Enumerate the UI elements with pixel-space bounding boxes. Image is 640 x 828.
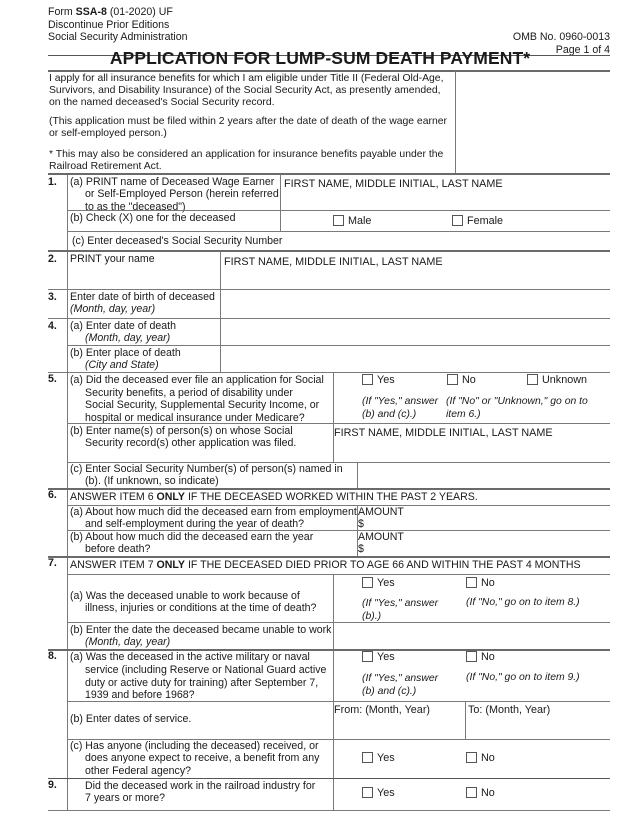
birth-date-field[interactable] — [221, 290, 610, 318]
earnings-death-year-field[interactable]: AMOUNT $ — [358, 506, 404, 531]
item5-yes-note: (If "Yes," answer (b) and (c).) — [362, 396, 439, 420]
item5ab-column-divider — [333, 373, 334, 462]
male-checkbox[interactable]: Male — [333, 215, 371, 227]
item5a-label: (a) Did the deceased ever file an application for Social Security benefits, a period of disability under Social Security, Supplemental Security Income, or hospital or medical insurance under Medicare? — [70, 374, 324, 424]
death-date-field[interactable] — [221, 319, 610, 345]
item5-yes-checkbox[interactable]: Yes — [362, 374, 395, 386]
checkbox-icon[interactable] — [527, 374, 538, 385]
item8-no-checkbox[interactable]: No — [466, 651, 495, 663]
item6-top-border — [48, 488, 610, 490]
other-record-name-field[interactable]: FIRST NAME, MIDDLE INITIAL, LAST NAME — [334, 427, 553, 439]
item8-yes-checkbox[interactable]: Yes — [362, 651, 395, 663]
intro-top-border — [48, 70, 610, 72]
item2-number: 2. — [48, 253, 57, 265]
form-bottom-border — [48, 810, 610, 811]
item5b-label: (b) Enter name(s) of person(s) on whose Social Security record(s) other application was filed. — [70, 425, 297, 450]
item1a-label: (a) PRINT name of Deceased Wage Earner or Self-Employed Person (herein referred to as the "deceased") — [70, 176, 279, 213]
items7-9-column-divider — [333, 574, 334, 811]
item5-number: 5. — [48, 373, 57, 385]
applicant-name-field[interactable]: FIRST NAME, MIDDLE INITIAL, LAST NAME — [224, 256, 443, 268]
checkbox-icon[interactable] — [466, 651, 477, 662]
item6b-label: (b) About how much did the deceased earn the year before death? — [70, 531, 314, 556]
item8c-label: (c) Has anyone (including the deceased) received, or does anyone expect to receive, a benefit from any other Federal agency? — [70, 740, 320, 777]
item5-no-checkbox[interactable]: No — [447, 374, 476, 386]
item7-header: ANSWER ITEM 7 ONLY IF THE DECEASED DIED PRIOR TO AGE 66 AND WITHIN THE PAST 4 MONTHS — [70, 559, 581, 571]
item5-no-note: (If "No" or "Unknown," go on to item 6.) — [446, 396, 588, 420]
item9-label: Did the deceased work in the railroad industry for 7 years or more? — [85, 780, 316, 805]
item1-number: 1. — [48, 176, 57, 188]
item8-no-note: (If "No," go on to item 9.) — [466, 672, 580, 683]
item7-no-note: (If "No," go on to item 8.) — [466, 597, 580, 608]
intro-paragraph-1: I apply for all insurance benefits for which I am eligible under Title II (Federal Old-Age, Survivors, and Disability Insurance) of the Social Security Act, as presently amended, on the named deceased's Social Security record. — [49, 73, 444, 108]
service-from-field[interactable]: From: (Month, Year) — [334, 704, 431, 716]
item1b-label: (b) Check (X) one for the deceased — [70, 212, 236, 224]
item8c-yes-checkbox[interactable]: Yes — [362, 752, 395, 764]
item5-unknown-checkbox[interactable]: Unknown — [527, 374, 587, 386]
omb-number: OMB No. 0960-0013 — [512, 31, 610, 43]
service-to-field[interactable]: To: (Month, Year) — [468, 704, 551, 716]
item7-yes-note: (If "Yes," answer (b).) — [362, 598, 439, 622]
item7-yes-checkbox[interactable]: Yes — [362, 577, 395, 589]
item5a-bottom — [68, 423, 610, 424]
item6a-label: (a) About how much did the deceased earn from employment and self-employment during the year of death? — [70, 506, 357, 531]
item6-header: ANSWER ITEM 6 ONLY IF THE DECEASED WORKED WITHIN THE PAST 2 YEARS. — [70, 491, 478, 503]
deceased-name-field[interactable]: FIRST NAME, MIDDLE INITIAL, LAST NAME — [284, 178, 503, 190]
item2-label: PRINT your name — [70, 253, 155, 265]
page-title: APPLICATION FOR LUMP-SUM DEATH PAYMENT* — [109, 48, 531, 68]
item4b-label: (b) Enter place of death (City and State) — [70, 347, 181, 372]
item2-top-border — [48, 250, 610, 252]
item1a-bottom — [68, 210, 610, 211]
item1-column-divider — [280, 174, 281, 231]
agency-name: Social Security Administration — [48, 31, 188, 43]
item9-top-border — [48, 778, 610, 779]
number-column-divider — [67, 174, 68, 811]
death-place-field[interactable] — [221, 346, 610, 371]
item9-yes-checkbox[interactable]: Yes — [362, 787, 395, 799]
item8b-label: (b) Enter dates of service. — [70, 713, 192, 725]
intro-paragraph-2: (This application must be filed within 2 years after the date of death of the wage earner or self-employed person.) — [49, 116, 447, 140]
item8b-to-divider — [465, 701, 466, 739]
item4a-label: (a) Enter date of death (Month, day, year) — [70, 320, 177, 345]
item8a-bottom — [68, 701, 610, 702]
item8-yes-note: (If "Yes," answer (b) and (c).) — [362, 673, 439, 697]
item8-number: 8. — [48, 650, 57, 662]
item3-number: 3. — [48, 291, 57, 303]
other-ssn-field[interactable] — [358, 463, 610, 488]
checkbox-icon[interactable] — [333, 215, 344, 226]
form-header-left — [48, 6, 188, 44]
item9-no-checkbox[interactable]: No — [466, 787, 495, 799]
item9-number: 9. — [48, 779, 57, 791]
checkbox-icon[interactable] — [362, 374, 373, 385]
checkbox-icon[interactable] — [452, 215, 463, 226]
checkbox-icon[interactable] — [447, 374, 458, 385]
item7-number: 7. — [48, 557, 57, 569]
intro-paragraph-3: * This may also be considered an application for insurance benefits payable under the Railroad Retirement Act. — [49, 148, 444, 172]
unable-to-work-date-field[interactable] — [334, 623, 610, 649]
checkbox-icon[interactable] — [362, 787, 373, 798]
item3-label: Enter date of birth of deceased (Month, day, year) — [70, 291, 215, 316]
discontinue-note: Discontinue Prior Editions — [48, 18, 170, 31]
intro-right-divider — [455, 71, 456, 173]
checkbox-icon[interactable] — [466, 787, 477, 798]
female-checkbox[interactable]: Female — [452, 215, 503, 227]
earnings-prior-year-field[interactable]: AMOUNT $ — [358, 531, 404, 556]
checkbox-icon[interactable] — [362, 651, 373, 662]
item8c-no-checkbox[interactable]: No — [466, 752, 495, 764]
checkbox-icon[interactable] — [362, 752, 373, 763]
item1b-bottom — [68, 231, 610, 232]
item7-header-bottom — [68, 574, 610, 575]
item7-top-border — [48, 556, 610, 558]
checkbox-icon[interactable] — [362, 577, 373, 588]
intro-text — [49, 73, 453, 173]
item7b-label: (b) Enter the date the deceased became unable to work (Month, day, year) — [70, 624, 332, 649]
item6-number: 6. — [48, 489, 57, 501]
checkbox-icon[interactable] — [466, 752, 477, 763]
form-number: Form SSA-8 (01-2020) UF — [48, 6, 173, 18]
item7a-label: (a) Was the deceased unable to work because of illness, injuries or conditions at the time of death? — [70, 590, 317, 615]
item5c-label: (c) Enter Social Security Number(s) of person(s) named in (b). (If unknown, so indicate) — [70, 463, 343, 488]
checkbox-icon[interactable] — [466, 577, 477, 588]
item4-number: 4. — [48, 320, 57, 332]
item7-no-checkbox[interactable]: No — [466, 577, 495, 589]
page-indicator: Page 1 of 4 — [555, 43, 610, 56]
item5-top-border — [48, 372, 610, 373]
item1-top-border — [48, 173, 610, 175]
item8a-label: (a) Was the deceased in the active military or naval service (including Reserve or National Guard active duty or active duty for training) after September 7, 1939 and before 1968? — [70, 651, 327, 702]
item1c-label[interactable]: (c) Enter deceased's Social Security Number — [72, 235, 283, 247]
